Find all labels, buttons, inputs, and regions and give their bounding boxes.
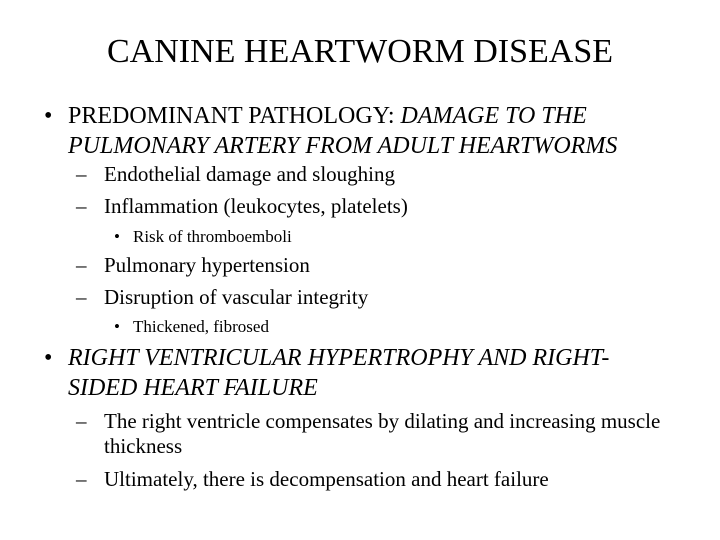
right-ventricular-text: RIGHT VENTRICULAR HYPERTROPHY AND RIGHT-SIDED HEART FAILURE <box>68 345 610 401</box>
subpoint-decompensation <box>76 467 696 492</box>
subsub-thickened <box>114 316 674 337</box>
subsub-thromboemboli <box>114 226 674 247</box>
bullet-glyph: • <box>44 103 53 129</box>
subpoint-text: Inflammation (leukocytes, platelets) <box>104 194 408 218</box>
subpoint-pulmonary-hypertension <box>76 253 696 278</box>
dash-glyph: – <box>76 194 87 218</box>
subpoint-compensates <box>76 409 676 459</box>
pathology-label: PREDOMINANT PATHOLOGY <box>68 103 388 129</box>
subpoint-vascular-integrity <box>76 285 696 310</box>
subpoint-inflammation <box>76 194 696 219</box>
subsub-text: Risk of thromboemboli <box>133 227 292 246</box>
bullet-glyph: • <box>44 345 53 371</box>
subpoint-endothelial <box>76 162 696 187</box>
bullet-glyph: • <box>114 317 120 336</box>
subpoint-text: Pulmonary hypertension <box>104 253 310 277</box>
dash-glyph: – <box>76 409 87 433</box>
dash-glyph: – <box>76 467 87 491</box>
pathology-detail: DAMAGE TO THE PULMONARY ARTERY FROM ADULT HEARTWORMS <box>68 103 618 159</box>
subpoint-text: Ultimately, there is decompensation and heart failure <box>104 467 549 491</box>
dash-glyph: – <box>76 285 87 309</box>
bullet-right-ventricular <box>44 343 644 403</box>
dash-glyph: – <box>76 162 87 186</box>
dash-glyph: – <box>76 253 87 277</box>
subpoint-text: Endothelial damage and sloughing <box>104 162 396 186</box>
bullet-glyph: • <box>114 227 120 246</box>
subpoint-text: The right ventricle compensates by dilating and increasing muscle thickness <box>104 409 661 458</box>
subsub-text: Thickened, fibrosed <box>133 317 269 336</box>
subpoint-text: Disruption of vascular integrity <box>104 285 369 309</box>
pathology-separator: : <box>387 103 401 129</box>
bullet-predominant-pathology <box>44 101 704 161</box>
slide-title: CANINE HEARTWORM DISEASE <box>106 33 614 70</box>
